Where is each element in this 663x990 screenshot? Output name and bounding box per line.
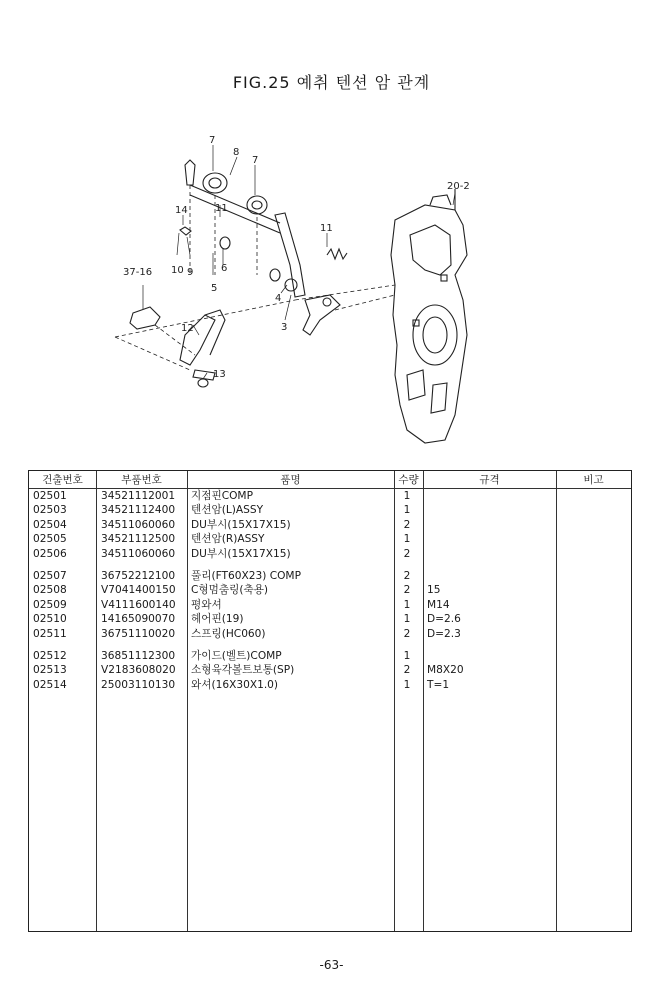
part-name: DU부시(15X17X15) (191, 547, 291, 560)
callout-10-hairpin: 10 (171, 265, 184, 276)
table-row (29, 663, 631, 677)
table-row (29, 518, 631, 532)
part-name: 텐션암(R)ASSY (191, 533, 265, 546)
item-number: 02510 (33, 613, 67, 626)
part-name: C형멈춤링(축용) (191, 584, 269, 597)
part-name: 텐션암(L)ASSY (191, 504, 264, 517)
table-row (29, 612, 631, 626)
quantity: 1 (403, 613, 411, 626)
callout-14-washer: 14 (175, 205, 188, 216)
quantity: 1 (403, 598, 411, 611)
quantity: 1 (403, 678, 411, 691)
quantity: 1 (403, 649, 411, 662)
table-row (29, 532, 631, 546)
part-number: 14165090070 (101, 613, 176, 626)
item-number: 02511 (33, 627, 67, 640)
header-item-no: 건출번호 (42, 474, 83, 486)
table-row (29, 547, 631, 561)
header-remarks: 비고 (583, 474, 604, 486)
item-number: 02507 (33, 569, 67, 582)
callout-7-pulley-b: 7 (252, 155, 259, 166)
callout-11-spring-a: 11 (215, 203, 228, 214)
item-number: 02504 (33, 518, 67, 531)
specification: T=1 (427, 678, 450, 691)
specification: D=2.3 (427, 627, 461, 640)
part-name: 풀리(FT60X23) COMP (191, 569, 301, 582)
part-name: 평와셔 (191, 598, 222, 611)
item-number: 02503 (33, 504, 67, 517)
quantity: 2 (403, 627, 411, 640)
table-row (29, 489, 631, 503)
specification: D=2.6 (427, 613, 461, 626)
item-number: 02514 (33, 678, 67, 691)
callout-11-spring-b: 11 (320, 223, 333, 234)
callout-20-2-housing: 20-2 (447, 181, 470, 192)
group-spacer (29, 561, 631, 569)
part-number: 36751110020 (101, 627, 176, 640)
callout-3-tension-arm-l: 3 (281, 322, 288, 333)
part-name: 와셔(16X30X1.0) (191, 678, 279, 691)
item-number: 02505 (33, 533, 67, 546)
callout-4-du-bush: 4 (275, 293, 282, 304)
quantity: 2 (403, 664, 411, 677)
quantity: 2 (403, 518, 411, 531)
item-number: 02509 (33, 598, 67, 611)
part-number: 36752212100 (101, 569, 176, 582)
item-number: 02512 (33, 649, 67, 662)
part-number: 34521112400 (101, 504, 176, 517)
part-number: 34521112500 (101, 533, 176, 546)
item-number: 02501 (33, 490, 67, 502)
table-row (29, 583, 631, 597)
part-number: 25003110130 (101, 678, 176, 691)
specification: M8X20 (427, 664, 464, 677)
header-spec: 규격 (479, 474, 500, 486)
table-row (29, 678, 631, 692)
quantity: 2 (403, 547, 411, 560)
part-number: V7041400150 (101, 584, 176, 597)
header-part-no: 부품번호 (121, 474, 162, 486)
specification: M14 (427, 598, 450, 611)
part-number: 36851112300 (101, 649, 176, 662)
callout-37-16-clip: 37-16 (123, 267, 153, 278)
table-row (29, 503, 631, 517)
part-number: 34521112001 (101, 490, 176, 502)
quantity: 1 (403, 504, 411, 517)
item-number: 02506 (33, 547, 67, 560)
quantity: 2 (403, 569, 411, 582)
part-name: 지점핀COMP (191, 490, 253, 502)
figure-title: FIG.25 예취 텐션 암 관계 (232, 73, 431, 92)
callout-7-pulley: 7 (209, 135, 216, 146)
parts-table (28, 470, 632, 932)
table-row (29, 649, 631, 663)
part-name: 스프링(HC060) (191, 627, 266, 640)
item-number: 02513 (33, 664, 67, 677)
part-name: 헤어핀(19) (191, 613, 244, 626)
callout-6-du-bush: 6 (221, 263, 228, 274)
part-name: DU부시(15X17X15) (191, 518, 291, 531)
table-row (29, 598, 631, 612)
table-row (29, 627, 631, 641)
group-spacer (29, 641, 631, 649)
part-number: 34511060060 (101, 547, 176, 560)
callout-12-belt-guide: 12 (181, 323, 194, 334)
header-quantity: 수량 (398, 474, 419, 486)
table-row (29, 569, 631, 583)
page-number: -63- (319, 958, 344, 972)
part-name: 소형육각볼트보통(SP) (191, 664, 295, 677)
table-body (29, 489, 631, 692)
part-number: V2183608020 (101, 664, 176, 677)
quantity: 1 (403, 533, 411, 546)
part-name: 가이드(벨트)COMP (191, 649, 282, 662)
part-number: V4111600140 (101, 598, 176, 611)
callout-8-snap-ring: 8 (233, 147, 240, 158)
callout-9-flat-washer: 9 (187, 267, 194, 278)
callout-5-tension-arm-r: 5 (211, 283, 218, 294)
item-number: 02508 (33, 584, 67, 597)
callout-13-bolt: 13 (213, 369, 226, 380)
quantity: 2 (403, 584, 411, 597)
parts-drawing (95, 125, 535, 455)
exploded-parts-diagram (95, 125, 535, 455)
specification: 15 (427, 584, 441, 597)
header-part-name: 품명 (280, 474, 301, 486)
part-number: 34511060060 (101, 518, 176, 531)
quantity: 1 (403, 490, 411, 502)
